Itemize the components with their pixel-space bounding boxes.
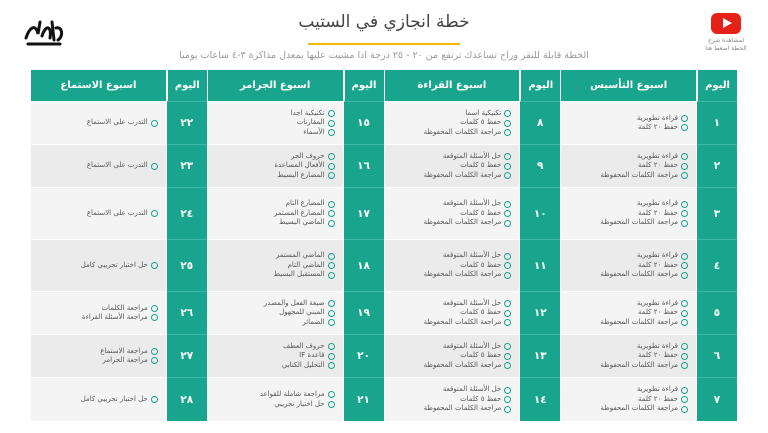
task-item[interactable] xyxy=(208,400,335,410)
task-item[interactable] xyxy=(208,361,335,371)
task-item[interactable] xyxy=(31,209,158,219)
task-checkbox-icon[interactable] xyxy=(681,406,688,413)
day-column-header: اليوم xyxy=(697,70,737,101)
task-item[interactable] xyxy=(208,351,335,361)
task-cell xyxy=(31,144,166,187)
task-label: مراجعة الكلمات المحفوظة xyxy=(600,218,678,227)
task-cell xyxy=(385,144,520,187)
task-label: مراجعة الكلمات المحفوظة xyxy=(423,404,502,413)
task-label: قراءة تطويرية xyxy=(636,151,678,160)
day-number: ٢٠ xyxy=(344,334,384,377)
task-label: تكنيكية اجدا xyxy=(290,108,325,117)
task-item[interactable] xyxy=(385,395,512,405)
task-label: حل الأسئلة المتوقعة xyxy=(442,341,502,350)
task-checkbox-icon[interactable] xyxy=(504,262,511,269)
task-item[interactable] xyxy=(208,109,335,119)
task-checkbox-icon[interactable] xyxy=(681,343,688,350)
task-item[interactable] xyxy=(561,361,688,371)
week-column-header: اسبوع الجرامر xyxy=(208,70,343,101)
task-label: حفظ ٢٠ كلمة xyxy=(638,260,678,269)
task-cell xyxy=(561,144,696,187)
task-item[interactable] xyxy=(385,361,512,371)
task-item[interactable] xyxy=(385,118,512,128)
day-column-header: اليوم xyxy=(520,70,560,101)
task-item[interactable] xyxy=(561,270,688,280)
task-checkbox-icon[interactable] xyxy=(504,343,511,350)
task-checkbox-icon[interactable] xyxy=(328,343,335,350)
task-label: حل اختبار تجريبي كامل xyxy=(80,394,148,403)
task-item[interactable] xyxy=(385,109,512,119)
page-title: خطة انجازي في الستيب xyxy=(298,12,470,32)
task-cell xyxy=(208,291,343,334)
task-label: الماضي المستمر xyxy=(275,251,325,260)
task-label: مراجعة الاستماع xyxy=(100,346,148,355)
task-cell xyxy=(208,377,343,421)
task-checkbox-icon[interactable] xyxy=(328,153,335,160)
day-number: ٢٦ xyxy=(167,291,207,334)
day-number: ٨ xyxy=(520,101,560,144)
task-cell xyxy=(208,144,343,187)
task-cell xyxy=(561,377,696,421)
task-cell xyxy=(208,239,343,291)
task-cell xyxy=(385,291,520,334)
task-item[interactable] xyxy=(561,152,688,162)
task-label: الأفعال المساعدة xyxy=(274,161,325,170)
task-checkbox-icon[interactable] xyxy=(328,220,335,227)
title-underline xyxy=(308,43,460,45)
day-number: ١٦ xyxy=(344,144,384,187)
task-cell xyxy=(31,377,166,421)
task-checkbox-icon[interactable] xyxy=(151,210,158,217)
task-item[interactable] xyxy=(561,161,688,171)
task-checkbox-icon[interactable] xyxy=(504,406,511,413)
day-number: ٦ xyxy=(697,334,737,377)
task-checkbox-icon[interactable] xyxy=(504,210,511,217)
task-item[interactable] xyxy=(208,270,335,280)
day-number: ١٢ xyxy=(520,291,560,334)
task-item[interactable] xyxy=(31,313,158,323)
task-cell xyxy=(208,334,343,377)
task-label: قراءة تطويرية xyxy=(636,251,678,260)
task-checkbox-icon[interactable] xyxy=(504,319,511,326)
task-checkbox-icon[interactable] xyxy=(681,272,688,279)
task-checkbox-icon[interactable] xyxy=(681,115,688,122)
task-checkbox-icon[interactable] xyxy=(681,172,688,179)
task-checkbox-icon[interactable] xyxy=(504,163,511,170)
day-number: ٧ xyxy=(697,377,737,421)
task-label: المضارع المستمر xyxy=(273,208,325,217)
task-item[interactable] xyxy=(385,404,512,414)
task-label: مراجعة الكلمات المحفوظة xyxy=(600,404,678,413)
task-checkbox-icon[interactable] xyxy=(681,310,688,317)
task-checkbox-icon[interactable] xyxy=(151,314,158,321)
task-label: قراءة تطويرية xyxy=(636,385,678,394)
task-item[interactable] xyxy=(561,171,688,181)
task-label: قراءة تطويرية xyxy=(636,298,678,307)
task-cell xyxy=(385,377,520,421)
task-checkbox-icon[interactable] xyxy=(681,319,688,326)
task-label: قراءة تطويرية xyxy=(636,341,678,350)
task-checkbox-icon[interactable] xyxy=(328,201,335,208)
task-label: قاعدة IF xyxy=(299,351,325,360)
task-label: المضارع البسيط xyxy=(277,170,325,179)
task-item[interactable] xyxy=(208,318,335,328)
day-number: ٩ xyxy=(520,144,560,187)
task-checkbox-icon[interactable] xyxy=(328,362,335,369)
task-item[interactable] xyxy=(385,308,512,318)
task-checkbox-icon[interactable] xyxy=(681,253,688,260)
task-label: مراجعة الكلمات xyxy=(101,303,148,312)
task-checkbox-icon[interactable] xyxy=(681,201,688,208)
task-checkbox-icon[interactable] xyxy=(681,300,688,307)
task-item[interactable] xyxy=(208,251,335,261)
task-item[interactable] xyxy=(208,308,335,318)
task-checkbox-icon[interactable] xyxy=(681,353,688,360)
task-item[interactable] xyxy=(385,209,512,219)
task-checkbox-icon[interactable] xyxy=(681,124,688,131)
task-cell xyxy=(561,101,696,144)
task-item[interactable] xyxy=(385,385,512,395)
task-cell xyxy=(208,101,343,144)
task-checkbox-icon[interactable] xyxy=(328,319,335,326)
task-checkbox-icon[interactable] xyxy=(504,253,511,260)
task-checkbox-icon[interactable] xyxy=(328,401,335,408)
task-label: حفظ ٥ كلمات xyxy=(460,260,502,269)
task-cell xyxy=(208,187,343,239)
task-item[interactable] xyxy=(561,209,688,219)
task-checkbox-icon[interactable] xyxy=(504,362,511,369)
task-item[interactable] xyxy=(385,171,512,181)
task-item[interactable] xyxy=(31,261,158,271)
task-checkbox-icon[interactable] xyxy=(504,353,511,360)
task-item[interactable] xyxy=(208,118,335,128)
task-checkbox-icon[interactable] xyxy=(151,120,158,127)
task-item[interactable] xyxy=(208,299,335,309)
task-label: مراجعة الجرامر xyxy=(102,356,148,364)
task-item[interactable] xyxy=(385,199,512,209)
task-cell xyxy=(31,239,166,291)
day-number: ١ xyxy=(697,101,737,144)
task-cell xyxy=(31,187,166,239)
task-cell xyxy=(561,334,696,377)
day-number: ١٠ xyxy=(520,187,560,239)
task-checkbox-icon[interactable] xyxy=(328,120,335,127)
task-item[interactable] xyxy=(561,395,688,405)
task-checkbox-icon[interactable] xyxy=(681,163,688,170)
task-item[interactable] xyxy=(31,347,158,357)
day-number: ٥ xyxy=(697,291,737,334)
task-checkbox-icon[interactable] xyxy=(328,262,335,269)
task-item[interactable] xyxy=(561,404,688,414)
study-plan-table xyxy=(30,70,737,421)
task-checkbox-icon[interactable] xyxy=(504,220,511,227)
task-item[interactable] xyxy=(31,161,158,171)
day-number: ٢١ xyxy=(344,377,384,421)
task-label: حفظ ٢٠ كلمة xyxy=(638,308,678,317)
task-item[interactable] xyxy=(561,385,688,395)
task-label: التدرب على الاستماع xyxy=(86,208,148,217)
task-label: حل اختبار تجريبي xyxy=(274,399,325,408)
task-checkbox-icon[interactable] xyxy=(328,253,335,260)
task-cell xyxy=(385,101,520,144)
day-number: ٢٢ xyxy=(167,101,207,144)
task-cell xyxy=(561,187,696,239)
task-label: قراءة تطويرية xyxy=(636,199,678,208)
task-label: الضمائر xyxy=(302,317,325,326)
task-item[interactable] xyxy=(561,261,688,271)
day-number: ٢ xyxy=(697,144,737,187)
task-item[interactable] xyxy=(31,118,158,128)
task-item[interactable] xyxy=(561,218,688,228)
task-checkbox-icon[interactable] xyxy=(328,163,335,170)
task-checkbox-icon[interactable] xyxy=(681,362,688,369)
task-item[interactable] xyxy=(208,342,335,352)
task-checkbox-icon[interactable] xyxy=(504,387,511,394)
task-label: الأسماء xyxy=(303,127,325,136)
task-label: حل الأسئلة المتوقعة xyxy=(442,199,502,208)
day-column-header: اليوم xyxy=(344,70,384,101)
task-label: حفظ ٢٠ كلمة xyxy=(638,161,678,170)
task-label: المقارنات xyxy=(296,118,325,127)
task-label: مراجعة الكلمات المحفوظة xyxy=(600,317,678,326)
task-checkbox-icon[interactable] xyxy=(328,210,335,217)
task-checkbox-icon[interactable] xyxy=(151,163,158,170)
task-label: حل الأسئلة المتوقعة xyxy=(442,385,502,394)
task-item[interactable] xyxy=(385,270,512,280)
task-item[interactable] xyxy=(208,390,335,400)
task-item[interactable] xyxy=(561,299,688,309)
task-checkbox-icon[interactable] xyxy=(681,220,688,227)
task-checkbox-icon[interactable] xyxy=(328,391,335,398)
task-cell xyxy=(385,334,520,377)
task-checkbox-icon[interactable] xyxy=(504,396,511,403)
task-cell xyxy=(385,187,520,239)
day-number: ٢٥ xyxy=(167,239,207,291)
task-cell xyxy=(31,334,166,377)
task-label: مراجعة الكلمات المحفوظة xyxy=(600,170,678,179)
task-label: حفظ ٥ كلمات xyxy=(460,394,502,403)
day-number: ١٥ xyxy=(344,101,384,144)
task-item[interactable] xyxy=(561,199,688,209)
task-checkbox-icon[interactable] xyxy=(504,201,511,208)
task-item[interactable] xyxy=(208,161,335,171)
task-item[interactable] xyxy=(385,261,512,271)
task-label: حفظ ٥ كلمات xyxy=(460,208,502,217)
task-checkbox-icon[interactable] xyxy=(504,129,511,136)
task-cell xyxy=(561,239,696,291)
task-label: حل اختبار تجريبي كامل xyxy=(80,260,148,269)
task-item[interactable] xyxy=(385,299,512,309)
task-item[interactable] xyxy=(208,261,335,271)
task-cell xyxy=(385,239,520,291)
task-item[interactable] xyxy=(385,342,512,352)
task-label: مراجعة الكلمات المحفوظة xyxy=(423,170,502,179)
week-column-header: اسبوع القراءة xyxy=(385,70,520,101)
task-label: الماضي التام xyxy=(287,260,325,269)
task-label: تكنيكية اسما xyxy=(465,108,502,117)
task-label: مراجعة الكلمات المحفوظة xyxy=(600,360,678,369)
day-number: ١١ xyxy=(520,239,560,291)
task-label: حفظ ٢٠ كلمة xyxy=(638,123,678,131)
task-label: مراجعة شاملة للقواعد xyxy=(259,390,325,398)
task-checkbox-icon[interactable] xyxy=(328,300,335,307)
task-label: الماضي البسيط xyxy=(279,218,325,227)
day-number: ١٣ xyxy=(520,334,560,377)
task-item[interactable] xyxy=(208,218,335,228)
task-item[interactable] xyxy=(385,161,512,171)
task-checkbox-icon[interactable] xyxy=(504,120,511,127)
task-item[interactable] xyxy=(561,318,688,328)
task-item[interactable] xyxy=(561,308,688,318)
day-number: ١٩ xyxy=(344,291,384,334)
task-checkbox-icon[interactable] xyxy=(504,153,511,160)
day-number: ٢٨ xyxy=(167,377,207,421)
task-cell xyxy=(561,291,696,334)
task-cell xyxy=(31,101,166,144)
task-item[interactable] xyxy=(31,356,158,366)
day-number: ٢٣ xyxy=(167,144,207,187)
task-item[interactable] xyxy=(208,209,335,219)
task-item[interactable] xyxy=(385,251,512,261)
task-checkbox-icon[interactable] xyxy=(681,387,688,394)
task-item[interactable] xyxy=(561,251,688,261)
task-label: مراجعة الكلمات المحفوظة xyxy=(600,270,678,279)
task-checkbox-icon[interactable] xyxy=(151,262,158,269)
day-number: ٣ xyxy=(697,187,737,239)
task-label: مراجعة الكلمات المحفوظة xyxy=(423,218,502,227)
task-label: حفظ ٥ كلمات xyxy=(460,308,502,317)
task-label: المضارع التام xyxy=(285,199,325,208)
task-checkbox-icon[interactable] xyxy=(328,272,335,279)
task-checkbox-icon[interactable] xyxy=(681,153,688,160)
task-checkbox-icon[interactable] xyxy=(681,396,688,403)
task-label: المبني للمجهول xyxy=(279,308,325,317)
day-number: ١٤ xyxy=(520,377,560,421)
task-label: حل الأسئلة المتوقعة xyxy=(442,251,502,260)
task-label: مراجعة الكلمات المحفوظة xyxy=(423,127,502,136)
task-checkbox-icon[interactable] xyxy=(151,348,158,355)
task-item[interactable] xyxy=(561,114,688,124)
task-checkbox-icon[interactable] xyxy=(504,300,511,307)
task-label: حروف العطف xyxy=(283,341,325,350)
task-label: حل الأسئلة المتوقعة xyxy=(442,151,502,160)
task-label: حفظ ٥ كلمات xyxy=(460,118,502,127)
task-cell xyxy=(31,291,166,334)
day-number: ١٧ xyxy=(344,187,384,239)
task-checkbox-icon[interactable] xyxy=(151,305,158,312)
youtube-caption: لمشاهدة شرح الخطة اضغط هنا xyxy=(705,37,747,52)
task-label: التحليل الكتابي xyxy=(281,360,325,369)
task-label: المستقبل البسيط xyxy=(273,270,325,279)
task-item[interactable] xyxy=(208,171,335,181)
task-label: التدرب على الاستماع xyxy=(86,118,148,127)
day-column-header: اليوم xyxy=(167,70,207,101)
task-checkbox-icon[interactable] xyxy=(328,310,335,317)
task-item[interactable] xyxy=(561,351,688,361)
task-checkbox-icon[interactable] xyxy=(504,310,511,317)
task-checkbox-icon[interactable] xyxy=(151,357,158,364)
task-item[interactable] xyxy=(385,152,512,162)
task-item[interactable] xyxy=(385,351,512,361)
task-label: مراجعة الكلمات المحفوظة xyxy=(423,317,502,326)
task-checkbox-icon[interactable] xyxy=(504,272,511,279)
task-checkbox-icon[interactable] xyxy=(504,110,511,117)
task-checkbox-icon[interactable] xyxy=(504,172,511,179)
week-column-header: اسبوع التأسيس xyxy=(561,70,696,101)
task-item[interactable] xyxy=(31,395,158,405)
day-number: ٢٤ xyxy=(167,187,207,239)
task-label: قراءة تطويرية xyxy=(636,113,678,122)
task-label: حل الأسئلة المتوقعة xyxy=(442,298,502,307)
task-item[interactable] xyxy=(208,199,335,209)
task-label: حفظ ٢٠ كلمة xyxy=(638,208,678,217)
task-checkbox-icon[interactable] xyxy=(328,110,335,117)
task-item[interactable] xyxy=(561,123,688,133)
task-item[interactable] xyxy=(385,218,512,228)
day-number: ٤ xyxy=(697,239,737,291)
task-item[interactable] xyxy=(31,304,158,314)
task-label: مراجعة الأسئلة القراءة xyxy=(81,313,148,321)
task-checkbox-icon[interactable] xyxy=(328,172,335,179)
task-label: مراجعة الكلمات المحفوظة xyxy=(423,360,502,369)
task-label: مراجعة الكلمات المحفوظة xyxy=(423,270,502,279)
day-number: ٢٧ xyxy=(167,334,207,377)
task-label: حفظ ٥ كلمات xyxy=(460,161,502,170)
task-item[interactable] xyxy=(385,128,512,138)
task-label: صيغة الفعل والمصدر xyxy=(263,298,325,307)
task-checkbox-icon[interactable] xyxy=(681,210,688,217)
task-checkbox-icon[interactable] xyxy=(681,262,688,269)
task-item[interactable] xyxy=(385,318,512,328)
page-subtitle: الخطة قابلة للنقر وراح تساعدك ترتفع من ٢٠ - ٢٥ درجة اذا مشيت عليها بمعدل مذاكرة ٣-٤ ساعات يوميا xyxy=(179,50,589,61)
task-checkbox-icon[interactable] xyxy=(151,396,158,403)
task-label: التدرب على الاستماع xyxy=(86,161,148,170)
task-label: حفظ ٢٠ كلمة xyxy=(638,351,678,360)
week-column-header: اسبوع الاستماع xyxy=(31,70,166,101)
task-label: حفظ ٢٠ كلمة xyxy=(638,394,678,403)
day-number: ١٨ xyxy=(344,239,384,291)
task-checkbox-icon[interactable] xyxy=(328,129,335,136)
task-item[interactable] xyxy=(208,128,335,138)
task-item[interactable] xyxy=(208,152,335,162)
task-checkbox-icon[interactable] xyxy=(328,353,335,360)
task-label: حروف الجر xyxy=(290,151,325,160)
task-item[interactable] xyxy=(561,342,688,352)
task-label: حفظ ٥ كلمات xyxy=(460,351,502,360)
